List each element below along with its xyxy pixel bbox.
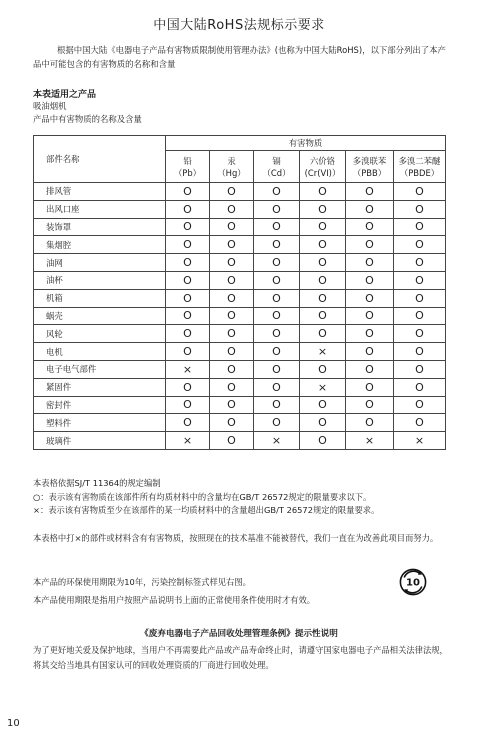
substance-mark: O bbox=[318, 238, 327, 252]
substance-mark: O bbox=[227, 256, 236, 270]
substance-mark: O bbox=[183, 220, 192, 234]
table-row bbox=[34, 396, 446, 414]
substance-mark: O bbox=[272, 362, 281, 376]
substance-cell bbox=[300, 360, 346, 378]
part-name-header: 部件名称 bbox=[34, 136, 166, 183]
part-name-cell: 塑料件 bbox=[34, 414, 166, 432]
substance-mark: O bbox=[415, 273, 424, 287]
substance-cell bbox=[166, 396, 210, 414]
substance-cell bbox=[210, 289, 254, 307]
substance-cell bbox=[254, 360, 300, 378]
substance-mark: O bbox=[365, 416, 374, 430]
substance-mark: O bbox=[415, 345, 424, 359]
substance-cell bbox=[254, 289, 300, 307]
substance-mark: O bbox=[272, 273, 281, 287]
substance-cell bbox=[254, 414, 300, 432]
substance-mark: O bbox=[272, 398, 281, 412]
table-row bbox=[34, 218, 446, 236]
substance-cell bbox=[166, 360, 210, 378]
substance-mark: O bbox=[365, 309, 374, 323]
substance-mark: × bbox=[364, 434, 375, 448]
substance-cell bbox=[346, 289, 394, 307]
substance-cell bbox=[166, 271, 210, 289]
substance-name: 镉 bbox=[272, 155, 281, 166]
substance-mark: O bbox=[227, 184, 236, 198]
substance-cell bbox=[210, 343, 254, 361]
substance-mark: O bbox=[318, 309, 327, 323]
substance-cell bbox=[346, 360, 394, 378]
substance-cell bbox=[210, 414, 254, 432]
substance-cell bbox=[394, 325, 446, 343]
substance-cell bbox=[210, 378, 254, 396]
part-name-cell: 出风口座 bbox=[34, 200, 166, 218]
substance-name: 铅 bbox=[183, 155, 192, 166]
part-name-cell: 装饰罩 bbox=[34, 218, 166, 236]
substance-cell bbox=[254, 325, 300, 343]
table-header-row-1 bbox=[34, 136, 446, 151]
section-title: 本表适用之产品 bbox=[33, 90, 97, 100]
substance-mark: O bbox=[227, 202, 236, 216]
substance-mark: O bbox=[415, 184, 424, 198]
page-title: 中国大陆RoHS法规标示要求 bbox=[153, 18, 325, 33]
substance-cell bbox=[346, 218, 394, 236]
substance-cell bbox=[166, 414, 210, 432]
substance-cell bbox=[166, 307, 210, 325]
part-name-cell: 电机 bbox=[34, 343, 166, 361]
substance-cell bbox=[210, 432, 254, 450]
substance-mark: O bbox=[272, 380, 281, 394]
substance-cell bbox=[346, 325, 394, 343]
recycling-body: 为了更好地关爱及保护地球，当用户不再需要此产品或产品寿命终止时，请遵守国家电器电子产品相关法律法规，将其交给当地具有国家认可的回收处理资质的厂商进行回收处理。 bbox=[33, 645, 448, 670]
substance-cell bbox=[166, 218, 210, 236]
substance-mark: O bbox=[183, 398, 192, 412]
environment-period: 本产品的环保使用期限为10年，污染控制标签式样见右图。 bbox=[33, 577, 251, 587]
substance-cell bbox=[300, 432, 346, 450]
substance-mark: O bbox=[365, 238, 374, 252]
note-standard: 本表格依据SJ/T 11364的规定编制 bbox=[33, 478, 161, 488]
part-name-cell: 油网 bbox=[34, 254, 166, 272]
product-name: 吸油烟机 bbox=[33, 101, 67, 111]
substance-cell bbox=[300, 236, 346, 254]
part-name-cell: 紧固件 bbox=[34, 378, 166, 396]
substance-cell bbox=[346, 254, 394, 272]
substance-mark: O bbox=[415, 291, 424, 305]
substance-mark: O bbox=[183, 184, 192, 198]
substance-cell bbox=[394, 271, 446, 289]
substance-mark: O bbox=[227, 380, 236, 394]
substance-mark: O bbox=[272, 256, 281, 270]
substance-mark: × bbox=[317, 345, 328, 359]
substance-name: 多溴二苯醚 bbox=[398, 155, 441, 166]
substance-cell bbox=[166, 432, 210, 450]
substance-mark: O bbox=[183, 380, 192, 394]
substance-cell bbox=[300, 343, 346, 361]
substance-cell bbox=[300, 414, 346, 432]
substance-cell bbox=[300, 325, 346, 343]
table-row bbox=[34, 307, 446, 325]
substance-mark: O bbox=[415, 380, 424, 394]
substance-cell bbox=[394, 307, 446, 325]
substance-header bbox=[166, 151, 210, 183]
substance-mark: × bbox=[317, 380, 328, 394]
part-name-cell: 排风管 bbox=[34, 183, 166, 201]
substance-name: 汞 bbox=[227, 155, 236, 166]
substance-cell bbox=[346, 432, 394, 450]
substance-mark: O bbox=[415, 220, 424, 234]
substance-symbol: （PBB） bbox=[352, 167, 387, 178]
substance-mark: O bbox=[365, 380, 374, 394]
table-row bbox=[34, 254, 446, 272]
substance-cell bbox=[394, 432, 446, 450]
recycling-title: 《废弃电器电子产品回收处理管理条例》提示性说明 bbox=[140, 629, 338, 639]
substance-header bbox=[210, 151, 254, 183]
table-row bbox=[34, 414, 446, 432]
substance-cell bbox=[210, 325, 254, 343]
substance-cell bbox=[166, 289, 210, 307]
substance-mark: O bbox=[272, 184, 281, 198]
intro-paragraph bbox=[33, 43, 453, 71]
substance-cell bbox=[394, 218, 446, 236]
substance-cell bbox=[300, 254, 346, 272]
substance-mark: × bbox=[414, 434, 425, 448]
substance-symbol: （Hg） bbox=[217, 167, 246, 178]
substance-cell bbox=[394, 200, 446, 218]
substance-cell bbox=[346, 183, 394, 201]
substance-cell bbox=[300, 218, 346, 236]
substance-mark: O bbox=[227, 416, 236, 430]
substance-mark: O bbox=[227, 273, 236, 287]
substance-cell bbox=[254, 396, 300, 414]
substance-cell bbox=[166, 236, 210, 254]
substance-mark: O bbox=[415, 202, 424, 216]
substance-mark: O bbox=[272, 345, 281, 359]
substance-mark: O bbox=[415, 398, 424, 412]
substance-cell bbox=[210, 307, 254, 325]
substance-cell bbox=[166, 200, 210, 218]
substance-mark: O bbox=[365, 256, 374, 270]
substance-cell bbox=[300, 396, 346, 414]
substance-cell bbox=[394, 289, 446, 307]
environment-condition: 本产品使用期限是指用户按照产品说明书上面的正常使用条件使用时才有效。 bbox=[33, 595, 316, 605]
substance-mark: O bbox=[365, 273, 374, 287]
substance-mark: O bbox=[183, 238, 192, 252]
substance-cell bbox=[300, 307, 346, 325]
substance-cell bbox=[394, 236, 446, 254]
substance-mark: O bbox=[227, 220, 236, 234]
substance-cell bbox=[166, 343, 210, 361]
substance-cell bbox=[210, 218, 254, 236]
substance-mark: O bbox=[227, 398, 236, 412]
substance-cell bbox=[346, 396, 394, 414]
substance-mark: O bbox=[227, 434, 236, 448]
substance-mark: O bbox=[183, 291, 192, 305]
substance-mark: O bbox=[415, 416, 424, 430]
substance-mark: O bbox=[227, 309, 236, 323]
substance-cell bbox=[254, 307, 300, 325]
part-name-cell: 蜗壳 bbox=[34, 307, 166, 325]
substance-mark: O bbox=[183, 256, 192, 270]
substance-cell bbox=[346, 414, 394, 432]
substance-header bbox=[346, 151, 394, 183]
note-cross: ×：表示该有害物质至少在该部件的某一均质材料中的含量超出GB/T 26572规定的限量要求。 bbox=[33, 505, 380, 515]
substance-mark: O bbox=[318, 273, 327, 287]
substance-mark: O bbox=[272, 416, 281, 430]
substance-cell bbox=[300, 271, 346, 289]
substance-cell bbox=[254, 236, 300, 254]
substance-mark: O bbox=[272, 291, 281, 305]
part-name-cell: 电子电气部件 bbox=[34, 360, 166, 378]
substance-mark: O bbox=[183, 416, 192, 430]
note-paragraph: 本表格中打×的部件或材料含有有害物质，按照现在的技术基准不能被替代，我们一直在为改善此项目而努力。 bbox=[33, 533, 439, 543]
substance-mark: O bbox=[318, 434, 327, 448]
substance-mark: O bbox=[365, 291, 374, 305]
substance-symbol: （Cd） bbox=[262, 167, 291, 178]
part-name-cell: 密封件 bbox=[34, 396, 166, 414]
substance-cell bbox=[394, 396, 446, 414]
substance-cell bbox=[346, 236, 394, 254]
substance-mark: O bbox=[318, 256, 327, 270]
part-name-cell: 风轮 bbox=[34, 325, 166, 343]
substance-mark: O bbox=[183, 273, 192, 287]
substance-cell bbox=[210, 183, 254, 201]
table-row bbox=[34, 236, 446, 254]
part-name-cell: 油杯 bbox=[34, 271, 166, 289]
substance-mark: O bbox=[365, 345, 374, 359]
substance-cell bbox=[210, 271, 254, 289]
table-caption: 产品中有害物质的名称及含量 bbox=[33, 114, 142, 124]
substance-mark: O bbox=[365, 362, 374, 376]
substance-mark: O bbox=[318, 202, 327, 216]
substance-cell bbox=[346, 378, 394, 396]
substance-mark: O bbox=[415, 327, 424, 341]
substance-cell bbox=[300, 378, 346, 396]
substance-mark: O bbox=[365, 398, 374, 412]
intro-text: 根据中国大陆《电器电子产品有害物质限制使用管理办法》(也称为中国大陆RoHS)，以下部分列出了本产品中可能包含的有害物质的名称和含量 bbox=[33, 45, 446, 69]
substance-cell bbox=[254, 200, 300, 218]
substance-cell bbox=[166, 254, 210, 272]
table-row bbox=[34, 325, 446, 343]
substance-cell bbox=[394, 360, 446, 378]
substance-cell bbox=[300, 200, 346, 218]
substance-cell bbox=[166, 325, 210, 343]
substance-mark: × bbox=[182, 434, 193, 448]
substance-mark: O bbox=[415, 309, 424, 323]
substance-mark: O bbox=[183, 202, 192, 216]
substance-header bbox=[254, 151, 300, 183]
hazardous-substance-table bbox=[33, 135, 446, 450]
substance-name: 六价铬 bbox=[309, 155, 336, 166]
substance-cell bbox=[346, 200, 394, 218]
substance-cell bbox=[166, 183, 210, 201]
substance-mark: O bbox=[365, 184, 374, 198]
substance-cell bbox=[300, 289, 346, 307]
substance-mark: O bbox=[227, 345, 236, 359]
substance-cell bbox=[346, 271, 394, 289]
substance-cell bbox=[394, 183, 446, 201]
table-row bbox=[34, 343, 446, 361]
table-row bbox=[34, 200, 446, 218]
substance-mark: O bbox=[272, 327, 281, 341]
substance-mark: O bbox=[227, 238, 236, 252]
substance-mark: O bbox=[318, 362, 327, 376]
substance-mark: O bbox=[227, 327, 236, 341]
table-notes bbox=[33, 477, 463, 518]
note-circle: ○：表示该有害物质在该部件所有均质材料中的含量均在GB/T 26572规定的限量要求以下。 bbox=[33, 491, 372, 502]
substance-cell bbox=[254, 254, 300, 272]
substance-mark: O bbox=[227, 291, 236, 305]
substance-cell bbox=[254, 432, 300, 450]
substance-name: 多溴联苯 bbox=[352, 155, 387, 166]
substance-cell bbox=[394, 254, 446, 272]
substance-cell bbox=[210, 200, 254, 218]
substance-cell bbox=[254, 218, 300, 236]
substance-mark: O bbox=[272, 202, 281, 216]
substance-cell bbox=[394, 414, 446, 432]
substance-cell bbox=[346, 343, 394, 361]
substance-cell bbox=[210, 254, 254, 272]
substance-cell bbox=[254, 183, 300, 201]
part-name-cell: 机箱 bbox=[34, 289, 166, 307]
substance-cell bbox=[166, 378, 210, 396]
substance-cell bbox=[346, 307, 394, 325]
substance-mark: O bbox=[318, 291, 327, 305]
table-row bbox=[34, 432, 446, 450]
substance-mark: O bbox=[272, 309, 281, 323]
substance-mark: O bbox=[415, 256, 424, 270]
substance-mark: O bbox=[318, 220, 327, 234]
substance-mark: O bbox=[365, 202, 374, 216]
part-name-cell: 集烟腔 bbox=[34, 236, 166, 254]
substance-cell bbox=[254, 378, 300, 396]
table-row bbox=[34, 183, 446, 201]
substance-cell bbox=[254, 343, 300, 361]
substance-mark: O bbox=[272, 238, 281, 252]
substance-mark: O bbox=[318, 416, 327, 430]
substance-mark: O bbox=[272, 220, 281, 234]
table-row bbox=[34, 289, 446, 307]
substance-mark: O bbox=[365, 220, 374, 234]
substance-cell bbox=[394, 343, 446, 361]
substance-header bbox=[394, 151, 446, 183]
substance-cell bbox=[210, 360, 254, 378]
table-row bbox=[34, 378, 446, 396]
substance-mark: × bbox=[271, 434, 282, 448]
substance-symbol: （Pb） bbox=[173, 167, 202, 178]
substance-mark: O bbox=[227, 362, 236, 376]
substance-mark: O bbox=[318, 398, 327, 412]
substance-mark: O bbox=[415, 238, 424, 252]
substance-mark: O bbox=[365, 327, 374, 341]
table-row bbox=[34, 271, 446, 289]
substance-group-header: 有害物质 bbox=[166, 136, 446, 151]
substance-mark: O bbox=[183, 327, 192, 341]
substance-cell bbox=[210, 236, 254, 254]
substance-mark: O bbox=[318, 327, 327, 341]
eco-label-icon bbox=[399, 568, 427, 596]
eco-label-number: 10 bbox=[406, 577, 420, 589]
substance-mark: × bbox=[182, 362, 193, 376]
substance-cell bbox=[394, 378, 446, 396]
table-row bbox=[34, 360, 446, 378]
substance-mark: O bbox=[183, 345, 192, 359]
substance-cell bbox=[210, 396, 254, 414]
substance-symbol: (Cr(VI)） bbox=[304, 167, 341, 178]
substance-cell bbox=[300, 183, 346, 201]
substance-mark: O bbox=[183, 309, 192, 323]
page-number: 10 bbox=[7, 718, 20, 729]
substance-symbol: （PBDE） bbox=[399, 167, 440, 178]
substance-cell bbox=[254, 271, 300, 289]
part-name-cell: 玻璃件 bbox=[34, 432, 166, 450]
substance-mark: O bbox=[415, 362, 424, 376]
substance-mark: O bbox=[318, 184, 327, 198]
substance-header bbox=[300, 151, 346, 183]
